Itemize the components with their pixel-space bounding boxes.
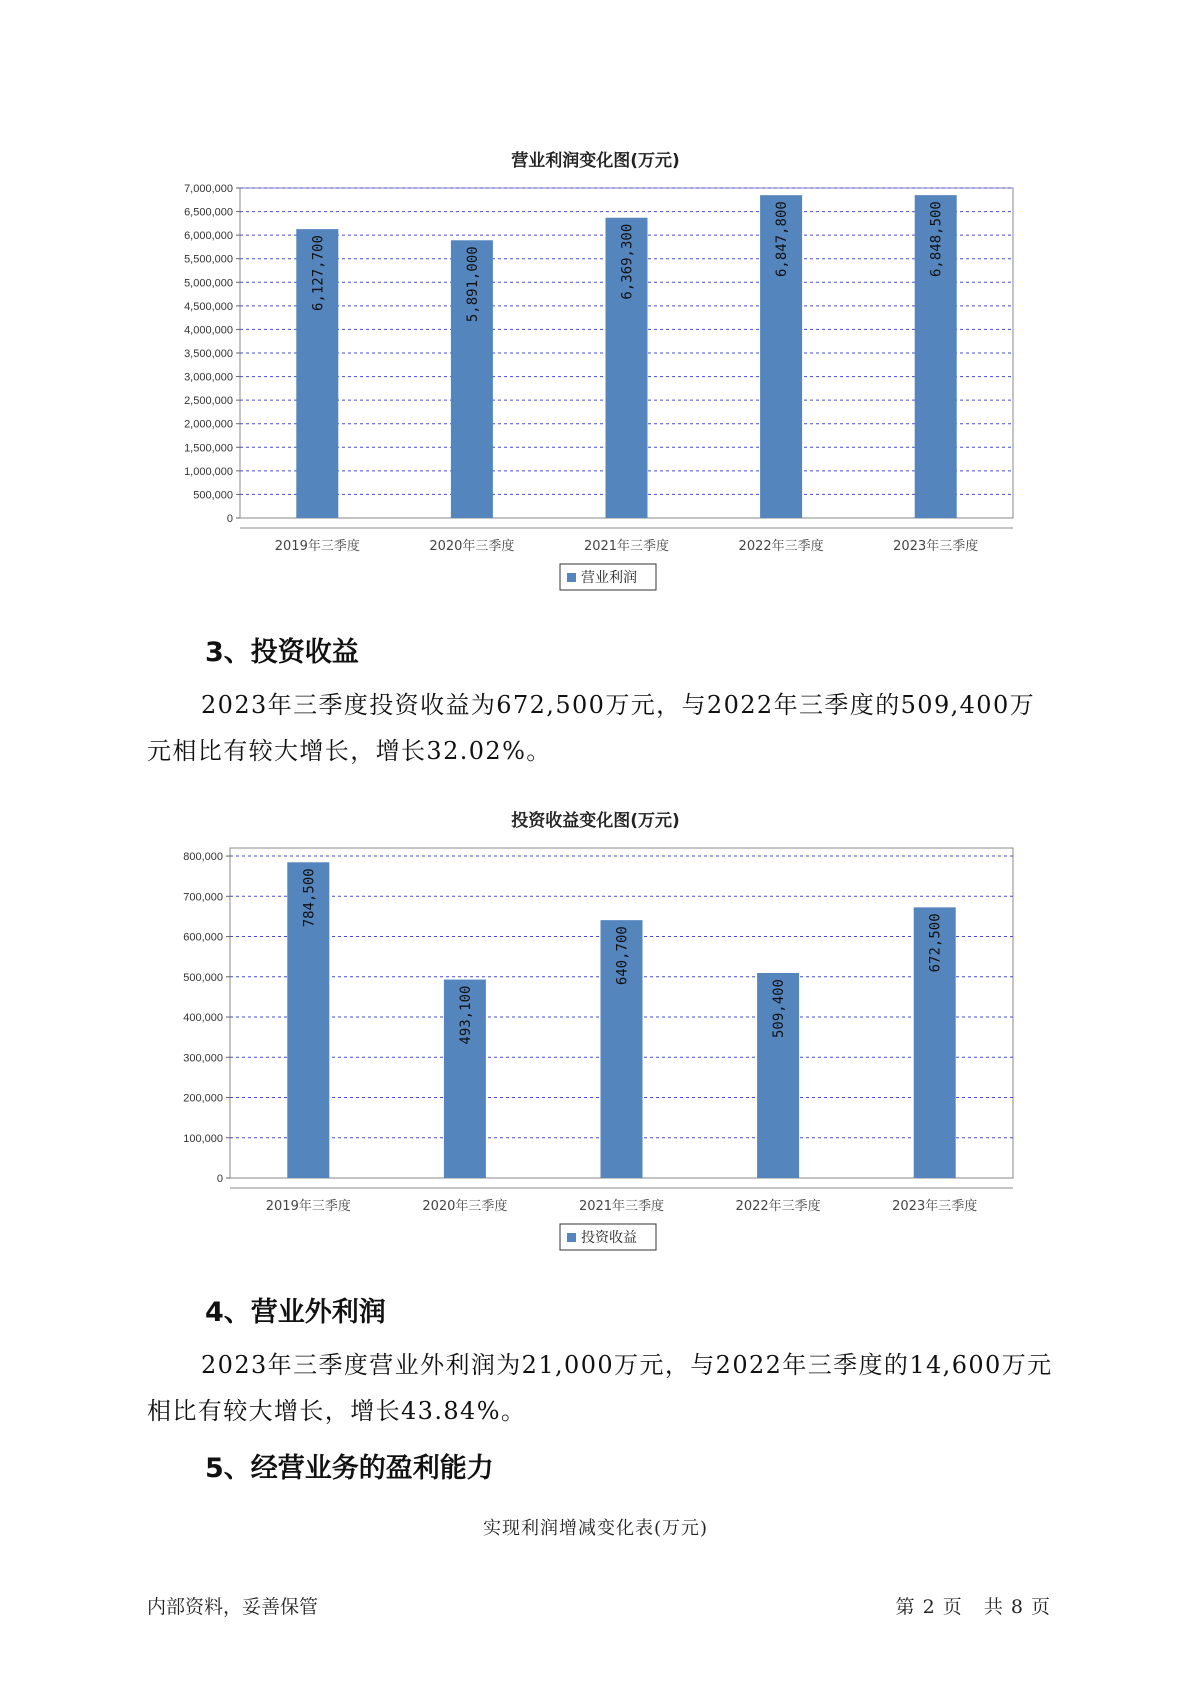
y-tick-label: 400,000 — [183, 1012, 223, 1025]
y-tick-label: 700,000 — [183, 891, 223, 904]
x-category-label: 2021年三季度 — [583, 539, 670, 554]
operating-profit-chart-svg — [0, 178, 1191, 598]
y-tick-label: 1,500,000 — [184, 442, 233, 455]
y-tick-label: 0 — [226, 513, 233, 525]
y-tick-label: 4,500,000 — [184, 300, 233, 313]
bar-value-label: 6,127,700 — [310, 235, 327, 311]
section-heading-investment: 3、投资收益 — [205, 637, 359, 668]
x-category-label: 2022年三季度 — [735, 1199, 821, 1214]
section-heading-non-operating: 4、营业外利润 — [205, 1297, 386, 1328]
y-tick-label: 500,000 — [193, 489, 233, 502]
legend-swatch — [567, 1233, 576, 1242]
y-tick-label: 0 — [216, 1173, 223, 1185]
y-tick-label: 4,000,000 — [184, 324, 233, 337]
y-tick-label: 6,500,000 — [184, 206, 233, 219]
section-heading-profitability: 5、经营业务的盈利能力 — [205, 1453, 494, 1484]
x-category-label: 2021年三季度 — [578, 1199, 665, 1214]
bar-value-label: 6,847,800 — [774, 201, 791, 278]
bar-value-label: 6,369,300 — [619, 223, 636, 300]
bar-value-label: 493,100 — [457, 985, 474, 1045]
y-tick-label: 1,000,000 — [184, 465, 233, 478]
operating-profit-chart — [0, 178, 1191, 598]
bar-value-label: 5,891,000 — [464, 246, 481, 323]
investment-income-chart — [0, 838, 1191, 1258]
x-category-label: 2023年三季度 — [892, 1199, 978, 1214]
y-tick-label: 3,500,000 — [184, 348, 233, 360]
y-tick-label: 6,000,000 — [184, 230, 233, 243]
bar-value-label: 509,400 — [771, 978, 788, 1039]
x-category-label: 2019年三季度 — [274, 539, 360, 554]
x-category-label: 2022年三季度 — [738, 539, 824, 554]
y-tick-label: 5,000,000 — [184, 277, 233, 290]
y-tick-label: 3,000,000 — [184, 371, 233, 384]
y-tick-label: 200,000 — [183, 1092, 223, 1105]
y-tick-label: 100,000 — [183, 1132, 223, 1145]
legend-label: 营业利润 — [581, 570, 637, 586]
y-tick-label: 800,000 — [183, 851, 223, 864]
legend-label: 投资收益 — [581, 1230, 637, 1246]
y-tick-label: 5,500,000 — [184, 253, 233, 266]
paragraph-investment: 2023年三季度投资收益为672,500万元，与2022年三季度的509,400万元相比有较大增长，增长32.02%。 — [147, 691, 1036, 765]
bar-value-label: 6,848,500 — [928, 201, 945, 278]
y-tick-label: 7,000,000 — [184, 183, 233, 195]
investment-income-chart-svg — [0, 838, 1191, 1258]
footer-confidential-note: 内部资料，妥善保管 — [147, 1596, 319, 1618]
legend-swatch — [567, 573, 576, 582]
x-category-label: 2019年三季度 — [265, 1199, 351, 1214]
bar-value-label: 784,500 — [301, 868, 318, 928]
y-tick-label: 2,000,000 — [184, 418, 233, 431]
x-category-label: 2023年三季度 — [893, 539, 979, 554]
y-tick-label: 500,000 — [183, 971, 223, 984]
y-tick-label: 300,000 — [183, 1052, 223, 1065]
bar-value-label: 640,700 — [614, 926, 631, 986]
x-category-label: 2020年三季度 — [422, 1199, 508, 1214]
chart-title-investment-income: 投资收益变化图(万元) — [511, 811, 680, 831]
x-category-label: 2020年三季度 — [429, 539, 515, 554]
y-tick-label: 2,500,000 — [184, 395, 233, 408]
chart-title-operating-profit: 营业利润变化图(万元) — [511, 151, 680, 171]
bar-value-label: 672,500 — [927, 913, 944, 973]
footer-page-number: 第 2 页 共 8 页 — [895, 1596, 1051, 1618]
y-tick-label: 600,000 — [183, 931, 223, 944]
paragraph-non-operating: 2023年三季度营业外利润为21,000万元，与2022年三季度的14,600万元相比有较大增长，增长43.84%。 — [147, 1351, 1053, 1425]
table-caption: 实现利润增减变化表(万元) — [482, 1518, 709, 1539]
